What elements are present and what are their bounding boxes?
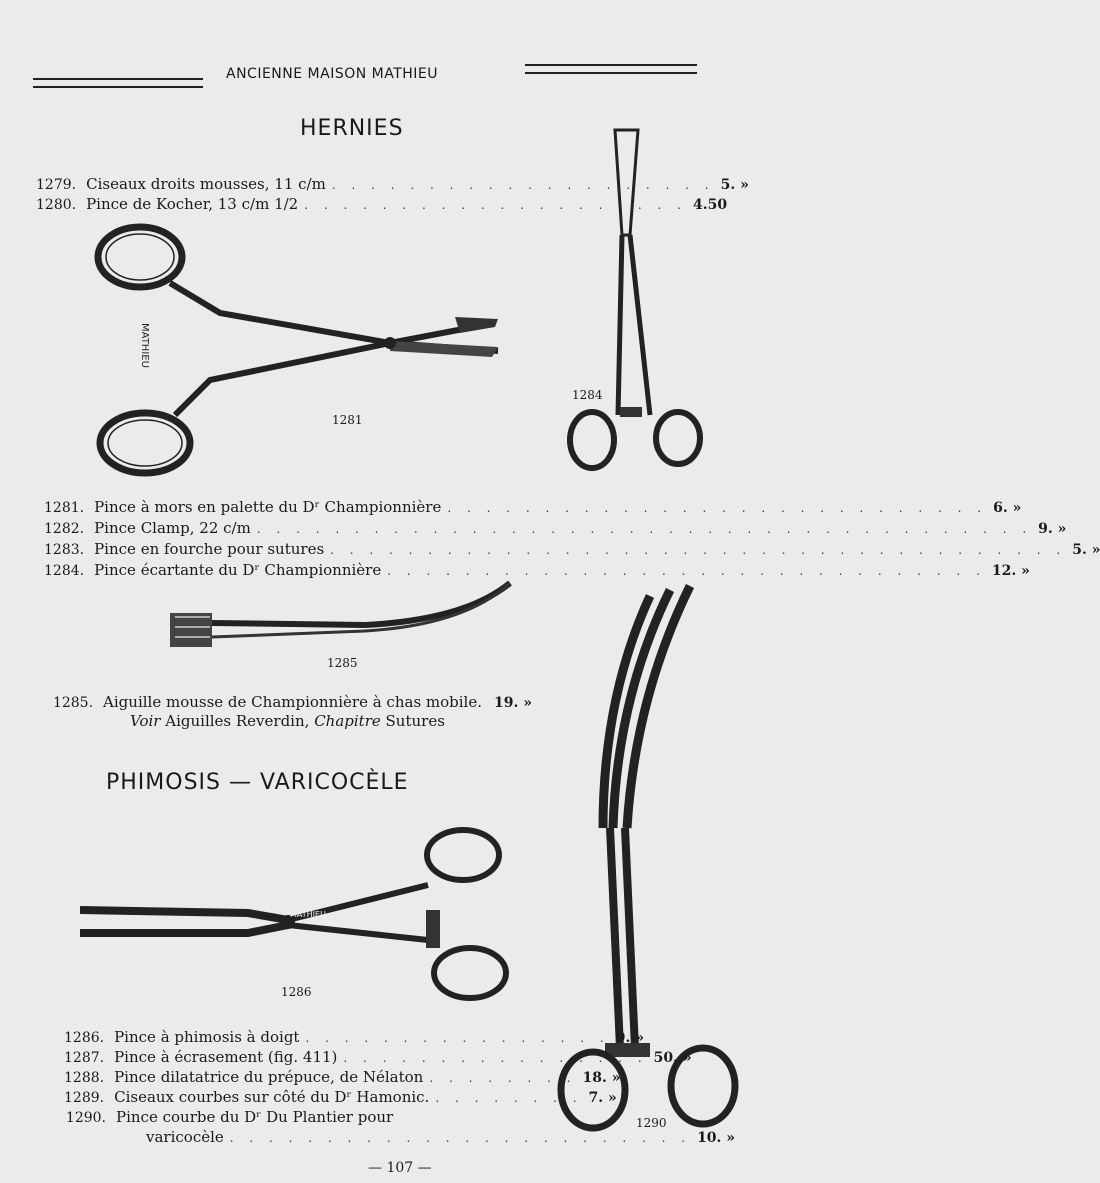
section-title-phimosis: PHIMOSIS — VARICOCÈLE [106, 770, 409, 795]
cross-reference-note [130, 712, 445, 730]
item-number: 1285. [52, 695, 94, 711]
item-price: 50. » [653, 1050, 692, 1066]
leader-dots: . . . . . . . . . . . . . . . . . . . . . . . . . . . . . . . . . . . . . . [330, 543, 1067, 557]
figure-1284-forceps [560, 125, 710, 475]
list-item-1281 [44, 498, 1022, 516]
leader-dots: . . . . . . . . . . . . . . . . . . . . [331, 178, 715, 192]
list-item-1286 [64, 1028, 644, 1046]
list-item-1289 [64, 1088, 617, 1106]
leader-dots: . . . . . . . . . . . . . . . . [343, 1051, 648, 1065]
header-rule-right [525, 64, 697, 74]
item-number: 1279. [36, 177, 77, 193]
note-chapitre: Chapitre [314, 712, 381, 730]
item-label: Ciseaux droits mousses, 11 c/m [86, 175, 326, 193]
list-item-1290 [64, 1108, 544, 1126]
item-label: Aiguille mousse de Championnière à chas mobile. [103, 693, 483, 711]
item-price: 7. » [588, 1090, 617, 1106]
leader-dots: . . . . . . . . . . . . . . . . . . . . . . . . . . . . . . . . . . . . . . . . [256, 522, 1033, 536]
item-number: 1290. [65, 1110, 106, 1126]
item-number: 1287. [64, 1050, 105, 1066]
figure-1286-forceps [78, 825, 518, 1010]
item-label: Pince à phimosis à doigt [114, 1028, 300, 1046]
item-label: Pince écartante du Dʳ Championnière [94, 561, 382, 579]
list-item-1280 [36, 195, 728, 213]
figure-caption-1285: 1285 [327, 656, 358, 670]
item-number: 1280. [36, 197, 77, 213]
leader-dots: . . . . . . . . . . . . . . . . . . . . [304, 198, 687, 212]
item-label: Pince courbe du Dʳ Du Plantier pour [116, 1108, 394, 1126]
list-item-1282 [44, 519, 1067, 537]
item-price: 9. » [1038, 521, 1067, 537]
list-item-1279 [36, 175, 749, 193]
note-voir: Voir [130, 712, 161, 730]
item-label: Pince dilatatrice du prépuce, de Nélaton [114, 1068, 424, 1086]
figure-1281-forceps [90, 215, 510, 485]
figure-1285-needle [165, 575, 525, 655]
section-title-hernies: HERNIES [300, 116, 404, 141]
header-rule-left [33, 78, 203, 88]
leader-dots: . . . . . . . . [429, 1071, 577, 1085]
item-label: Ciseaux courbes sur côté du Dʳ Hamonic. [114, 1088, 430, 1106]
note-text-2: Sutures [385, 712, 445, 730]
item-label: Pince Clamp, 22 c/m [94, 519, 251, 537]
item-number: 1281. [44, 500, 85, 516]
leader-dots: . . . . . . . . . . . . . . . . . . . . . . . . . . . . . . . [387, 564, 986, 578]
leader-dots: . . . . . . . . . . . . . . . . [305, 1031, 610, 1045]
item-label: Pince à écrasement (fig. 411) [114, 1048, 338, 1066]
list-item-1283 [44, 540, 1100, 558]
note-text-1: Aiguilles Reverdin, [165, 712, 310, 730]
item-number: 1286. [64, 1030, 105, 1046]
list-item-1287 [64, 1048, 692, 1066]
item-label: Pince à mors en palette du Dʳ Championnière [94, 498, 442, 516]
item-label-continued: varicocèle [146, 1128, 224, 1146]
item-number: 1289. [64, 1090, 105, 1106]
item-price: 4.50 [692, 197, 728, 213]
item-price: 5. » [1072, 542, 1100, 558]
leader-dots: . . . . . . . . . . . . . . . . . . . . . . . . [229, 1131, 692, 1145]
item-price: 19. » [494, 695, 532, 711]
item-number: 1282. [44, 521, 85, 537]
page-number: — 107 — [368, 1160, 432, 1176]
item-number: 1288. [64, 1070, 105, 1086]
item-label: Pince de Kocher, 13 c/m 1/2 [86, 195, 299, 213]
engraving-mathieu: MATHIEU [139, 323, 150, 368]
figure-caption-1284: 1284 [572, 388, 603, 402]
leader-dots: . . . . . . . . . . . . . . . . . . . . . . . . . . . . [447, 501, 988, 515]
item-number: 1283. [44, 542, 85, 558]
figure-caption-1290: 1290 [636, 1116, 667, 1130]
item-label: Pince en fourche pour sutures [94, 540, 325, 558]
item-price: 18. » [582, 1070, 621, 1086]
item-price: 9. » [615, 1030, 644, 1046]
item-price: 5. » [720, 177, 749, 193]
engraving-mathieu-2: MATHIEU [290, 910, 326, 919]
figure-caption-1286: 1286 [281, 985, 312, 999]
list-item-1285 [52, 693, 532, 711]
item-price: 12. » [991, 563, 1030, 579]
list-item-1288 [64, 1068, 621, 1086]
leader-dots: . . . . . . . . [435, 1091, 583, 1105]
item-number: 1284. [44, 563, 85, 579]
list-item-1290-continued [146, 1128, 736, 1146]
item-price: 6. » [993, 500, 1022, 516]
running-header: ANCIENNE MAISON MATHIEU [226, 66, 439, 82]
item-price: 10. » [697, 1130, 736, 1146]
figure-caption-1281: 1281 [332, 413, 363, 427]
